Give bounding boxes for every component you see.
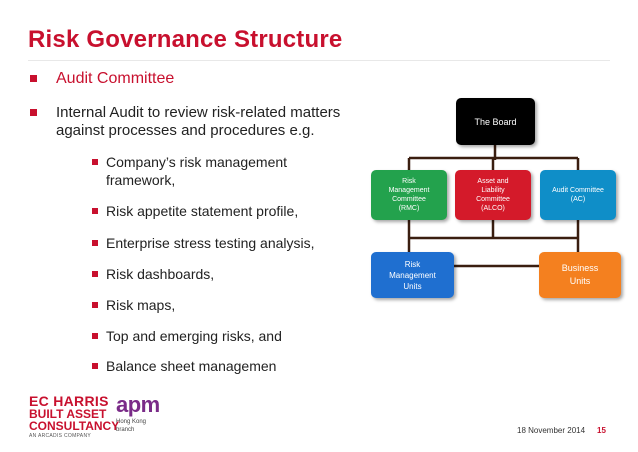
alco-label-3: Committee <box>476 196 510 203</box>
ec-harris-logo-line3: CONSULTANCY <box>29 419 120 433</box>
apm-logo-text: apm <box>116 392 160 417</box>
square-bullet-icon <box>30 75 37 82</box>
ac-label-2: (AC) <box>570 196 586 203</box>
page-number: 15 <box>597 426 606 435</box>
square-bullet-icon <box>92 363 98 369</box>
ec-harris-logo <box>29 395 119 440</box>
ac-box <box>540 170 616 220</box>
slide-title: Risk Governance Structure <box>28 26 343 53</box>
square-bullet-icon <box>92 208 98 214</box>
apm-logo-sub-2: branch <box>116 427 135 433</box>
footer-date: 18 November 2014 <box>517 426 586 435</box>
risk-management-units-box <box>371 252 454 298</box>
business-units-box <box>539 252 621 298</box>
alco-label-1: Asset and <box>477 178 509 185</box>
apm-logo-sub-1: Hong Kong <box>116 419 147 425</box>
sub-bullet-text-line1: Company’s risk management <box>106 154 288 170</box>
ec-harris-logo-line4: AN ARCADIS COMPANY <box>29 433 91 439</box>
rmu-label-3: Units <box>403 281 422 291</box>
sub-bullet-text-line2: framework, <box>106 172 176 188</box>
rmc-label-1: Risk <box>402 178 416 185</box>
square-bullet-icon <box>92 333 98 339</box>
sub-bullet-text: Risk appetite statement profile, <box>106 203 299 219</box>
square-bullet-icon <box>92 240 98 246</box>
sub-bullet-text: Top and emerging risks, and <box>106 328 282 344</box>
bu-label-1: Business <box>561 263 599 273</box>
sub-bullet-text: Enterprise stress testing analysis, <box>106 235 315 251</box>
bullet-text-line1: Internal Audit to review risk-related matters <box>56 104 341 121</box>
apm-logo <box>116 394 160 434</box>
bu-label-2: Units <box>569 276 591 286</box>
rmc-label-3: Committee <box>392 196 426 203</box>
bullet-text-line2: against processes and procedures e.g. <box>56 122 315 139</box>
alco-label-4: (ALCO) <box>481 205 505 212</box>
rmu-label-2: Management <box>389 270 436 280</box>
the-board-label: The Board <box>474 116 517 127</box>
square-bullet-icon <box>30 109 37 116</box>
ec-harris-logo-line2: BUILT ASSET <box>29 407 107 421</box>
ac-label-1: Audit Committee <box>552 187 604 194</box>
the-board-box <box>456 98 535 145</box>
ec-harris-logo-line1: EC HARRIS <box>29 393 109 409</box>
rmc-label-2: Management <box>388 187 430 194</box>
title-divider <box>28 60 610 61</box>
sub-bullet-text: Risk maps, <box>106 297 176 313</box>
square-bullet-icon <box>92 159 98 165</box>
bullet-text: Audit Committee <box>56 70 175 87</box>
square-bullet-icon <box>92 302 98 308</box>
rmc-label-4: (RMC) <box>398 205 420 212</box>
square-bullet-icon <box>92 271 98 277</box>
sub-bullet-text: Risk dashboards, <box>106 266 215 282</box>
rmu-label-1: Risk <box>404 259 421 269</box>
sub-bullet-text: Balance sheet managemen <box>106 358 277 374</box>
alco-box <box>455 170 531 220</box>
rmc-box <box>371 170 447 220</box>
alco-label-2: Liability <box>481 187 505 194</box>
